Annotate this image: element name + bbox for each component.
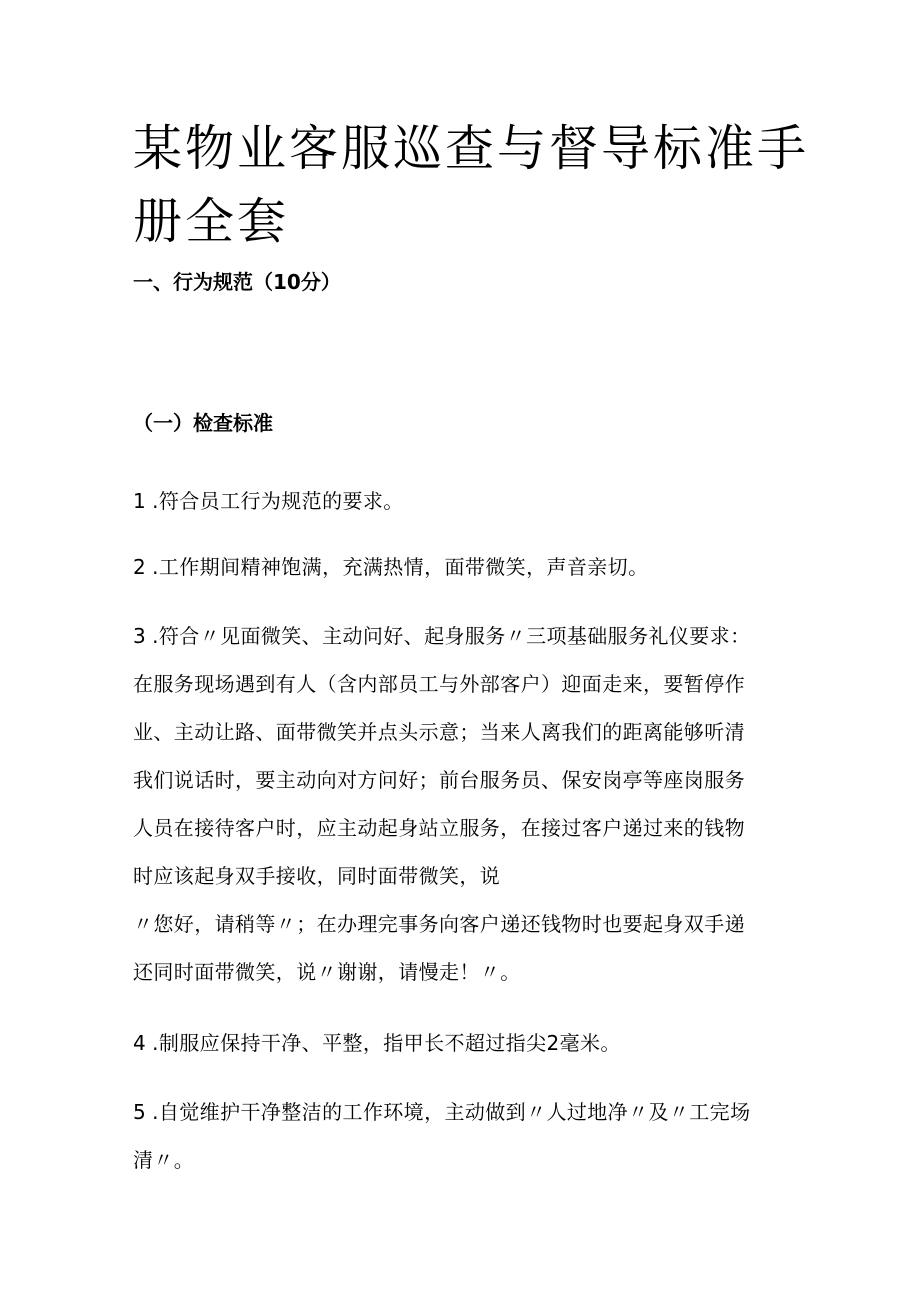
list-item-line [133,612,803,660]
section-heading: 一、行为规范（10分） [133,270,341,294]
list-item-3 [133,612,803,996]
list-item-line: 还同时面带微笑，说〃谢谢，请慢走！〃。 [133,960,521,984]
list-item-text: .自觉维护干净整洁的工作环境，主动做到〃人过地净〃及〃工完场 [152,1100,751,1124]
subsection-heading: （一）检查标准 [133,411,273,435]
list-item-4 [133,1019,803,1067]
list-item-text: .符合员工行为规范的要求。 [152,489,404,513]
list-item-line: 在服务现场遇到有人（含内部员工与外部客户）迎面走来，要暂停作 [133,672,745,696]
list-item-text: .制服应保持干净、平整，指甲长不超过指尖2毫米。 [152,1031,621,1055]
list-item-number: 2 [133,555,147,579]
list-item-line [133,1088,803,1136]
list-item-line [133,543,803,591]
list-item-2 [133,543,803,591]
list-item-text: .工作期间精神饱满，充满热情，面带微笑，声音亲切。 [152,555,649,579]
list-item-line: 业、主动让路、面带微笑并点头示意；当来人离我们的距离能够听清 [133,720,745,744]
list-item-number: 1 [133,489,147,513]
list-item-number: 4 [133,1031,147,1055]
list-item-text: .符合〃见面微笑、主动问好、起身服务〃三项基础服务礼仪要求： [152,624,751,648]
list-item-number: 5 [133,1100,147,1124]
list-item-number: 3 [133,624,147,648]
list-item-line: 人员在接待客户时，应主动起身站立服务，在接过客户递过来的钱物 [133,816,745,840]
list-item-line: 清〃。 [133,1148,195,1172]
list-item-line [133,1019,803,1067]
document-title: 某物业客服巡查与督导标准手册全套 [133,120,810,250]
list-item-line: 我们说话时，要主动向对方问好；前台服务员、保安岗亭等座岗服务 [133,768,745,792]
list-item-line [133,477,803,525]
list-item-line: 〃您好，请稍等〃；在办理完事务向客户递还钱物时也要起身双手递 [133,912,745,936]
list-item-line: 时应该起身双手接收，同时面带微笑，说 [133,864,501,888]
list-item-1 [133,477,803,525]
list-item-5 [133,1088,803,1184]
